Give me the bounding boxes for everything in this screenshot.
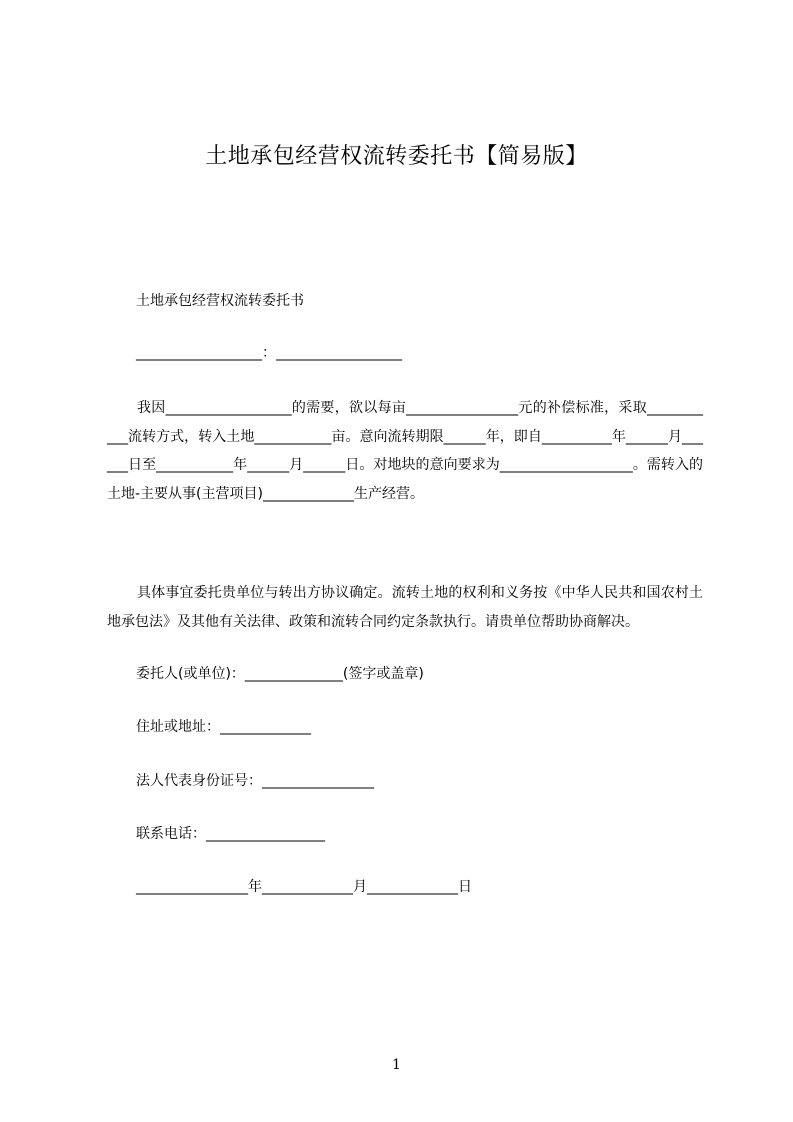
salutation-line: __________________：__________________ — [136, 345, 402, 361]
legal-rep-id-field: 法人代表身份证号：________________ — [136, 773, 374, 789]
address-field: 住址或地址：_____________ — [136, 719, 311, 735]
terms-paragraph: 具体事宜委托贵单位与转出方协议确定。流转土地的权利和义务按《中华人民共和国农村土地承包法》及其他有关法律、政策和流转合同约定条款执行。请贵单位帮助协商解决。 — [107, 585, 703, 630]
document-title: 土地承包经营权流转委托书【简易版】 — [205, 144, 588, 169]
principal-field: 委托人(或单位)：______________(签字或盖章) — [136, 666, 424, 682]
request-paragraph: 我因__________________的需要，欲以每亩________________元的补偿标准，采取___________流转方式，转入土地___________亩。意向流转期限______年，即自__________年______月______日至___________年______月______日。对地块的意向要求为___________________。需转入的土地-主要从事(主营项目)_____________生产经营。 — [107, 400, 703, 502]
date-field: ________________年_____________月_____________日 — [136, 879, 472, 895]
document-subtitle: 土地承包经营权流转委托书 — [136, 293, 304, 309]
phone-field: 联系电话：_________________ — [136, 826, 325, 842]
page-number: 1 — [392, 1057, 401, 1073]
